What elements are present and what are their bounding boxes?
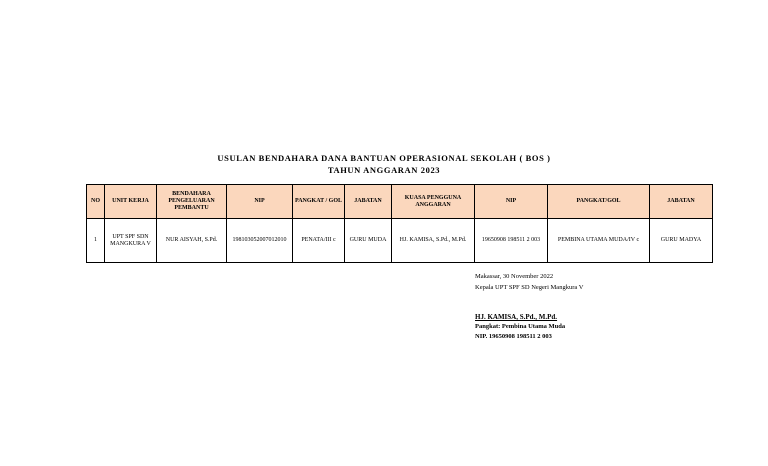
cell-unit-kerja: UPT SPF SDN MANGKURA V <box>105 219 157 263</box>
table-row <box>87 219 713 263</box>
signature-role: Kepala UPT SPF SD Negeri Mangkura V <box>475 284 584 291</box>
document-title: USULAN BENDAHARA DANA BANTUAN OPERASIONAL SEKOLAH ( BOS ) <box>217 153 551 163</box>
header-jabatan-kpa: JABATAN <box>650 185 713 219</box>
cell-jabatan-kpa: GURU MADYA <box>650 219 713 263</box>
table-header-row <box>87 185 713 219</box>
signature-name: HJ. KAMISA, S.Pd., M.Pd. <box>475 313 558 321</box>
cell-no: 1 <box>87 219 105 263</box>
header-unit-kerja: UNIT KERJA <box>105 185 157 219</box>
header-nip-kpa: NIP <box>475 185 548 219</box>
signature-rank: Pangkat: Pembina Utama Muda <box>475 323 566 330</box>
header-pangkat-gol-kpa: PANGKAT/GOL <box>548 185 650 219</box>
document-subtitle: TAHUN ANGGARAN 2023 <box>327 165 441 175</box>
cell-kuasa-pengguna-anggaran: HJ. KAMISA, S.Pd., M.Pd. <box>392 219 475 263</box>
header-nip: NIP <box>227 185 293 219</box>
cell-nip: 198103052007012010 <box>227 219 293 263</box>
cell-pangkat-gol: PENATA/III c <box>293 219 345 263</box>
signature-place-date: Makassar, 30 November 2022 <box>475 273 554 280</box>
cell-pangkat-gol-kpa: PEMBINA UTAMA MUDA/IV c <box>548 219 650 263</box>
signature-nip: NIP. 19650908 198511 2 003 <box>475 333 552 340</box>
header-bendahara: BENDAHARA PENGELUARAN PEMBANTU <box>157 185 227 219</box>
header-kuasa-pengguna-anggaran: KUASA PENGGUNA ANGGARAN <box>392 185 475 219</box>
cell-nip-kpa: 19650908 198511 2 003 <box>475 219 548 263</box>
header-no: NO <box>87 185 105 219</box>
cell-bendahara: NUR AISYAH, S.Pd. <box>157 219 227 263</box>
header-pangkat-gol: PANGKAT / GOL <box>293 185 345 219</box>
header-jabatan: JABATAN <box>345 185 392 219</box>
bendahara-table <box>86 184 713 263</box>
cell-jabatan: GURU MUDA <box>345 219 392 263</box>
